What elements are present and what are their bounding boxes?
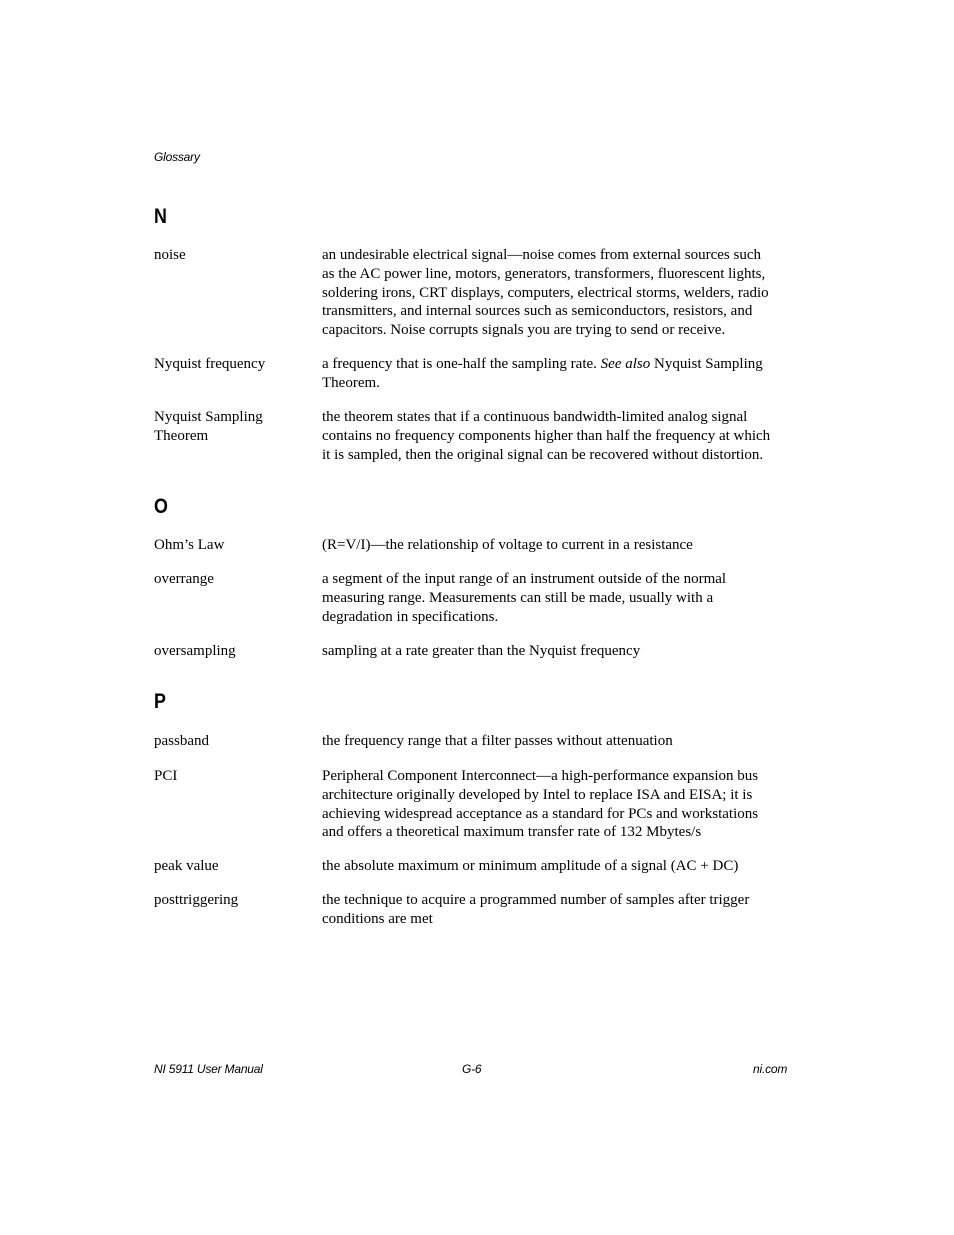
footer-manual-title: NI 5911 User Manual	[154, 1062, 263, 1076]
section-letter-o: O	[154, 495, 168, 518]
see-also-reference: See also	[600, 356, 651, 372]
glossary-definition-pci	[322, 767, 792, 842]
glossary-definition-nyquist-frequency	[322, 355, 792, 393]
definition-line: the technique to acquire a programmed number of samples after trigger	[322, 892, 750, 908]
definition-line: (R=V/I)—the relationship of voltage to current in a resistance	[322, 537, 693, 553]
glossary-term-nyquist-sampling-theorem	[154, 408, 314, 446]
definition-line: conditions are met	[322, 910, 433, 927]
definition-line: Peripheral Component Interconnect—a high-performance expansion bus	[322, 768, 759, 784]
definition-text: a frequency that is one-half the sampling rate.	[322, 356, 601, 372]
glossary-term-nyquist-frequency: Nyquist frequency	[154, 356, 266, 372]
definition-line: it is sampled, then the original signal can be recovered without distortion.	[322, 446, 764, 463]
glossary-definition-oversampling	[322, 642, 792, 661]
glossary-definition-overrange	[322, 570, 792, 626]
glossary-definition-passband	[322, 732, 792, 751]
definition-line: capacitors. Noise corrupts signals you are trying to send or receive.	[322, 322, 726, 339]
section-letter-p: P	[154, 690, 166, 713]
definition-line: Theorem.	[322, 374, 380, 391]
glossary-definition-ohms-law	[322, 536, 792, 555]
glossary-term-oversampling: oversampling	[154, 643, 236, 659]
definition-line: achieving widespread acceptance as a standard for PCs and workstations	[322, 805, 759, 822]
glossary-definition-peak-value	[322, 857, 792, 876]
definition-line: a segment of the input range of an instrument outside of the normal	[322, 571, 727, 587]
footer-page-number: G-6	[462, 1062, 482, 1076]
glossary-definition-noise	[322, 246, 792, 340]
definition-line: sampling at a rate greater than the Nyquist frequency	[322, 643, 641, 659]
section-letter-n: N	[154, 205, 167, 228]
glossary-term-overrange: overrange	[154, 571, 214, 587]
definition-line: as the AC power line, motors, generators, transformers, fluorescent lights,	[322, 265, 766, 282]
term-line: Theorem	[154, 427, 209, 444]
definition-line: an undesirable electrical signal—noise comes from external sources such	[322, 247, 762, 263]
footer-website: ni.com	[753, 1062, 788, 1076]
glossary-term-ohms-law: Ohm’s Law	[154, 537, 225, 553]
definition-line: measuring range. Measurements can still be made, usually with a	[322, 589, 714, 606]
definition-line	[322, 355, 792, 374]
definition-line: transmitters, and internal sources such as semiconductors, resistors, and	[322, 303, 753, 320]
definition-line: soldering irons, CRT displays, computers, electrical storms, welders, radio	[322, 284, 769, 301]
term-line: Nyquist Sampling	[154, 409, 263, 425]
definition-line: architecture originally developed by Intel to replace ISA and EISA; it is	[322, 786, 753, 803]
glossary-term-posttriggering: posttriggering	[154, 892, 239, 908]
definition-line: the theorem states that if a continuous bandwidth-limited analog signal	[322, 409, 748, 425]
glossary-term-peak-value: peak value	[154, 858, 219, 874]
glossary-definition-nyquist-sampling-theorem	[322, 408, 792, 464]
definition-line: degradation in specifications.	[322, 608, 499, 625]
definition-text: Nyquist Sampling	[650, 356, 763, 372]
definition-line: the absolute maximum or minimum amplitude of a signal (AC + DC)	[322, 858, 739, 874]
definition-line: and offers a theoretical maximum transfer rate of 132 Mbytes/s	[322, 824, 702, 841]
glossary-term-pci: PCI	[154, 768, 178, 784]
glossary-term-passband: passband	[154, 733, 209, 749]
glossary-definition-posttriggering	[322, 891, 792, 929]
definition-line: contains no frequency components higher than half the frequency at which	[322, 427, 771, 444]
running-head: Glossary	[154, 150, 200, 164]
definition-line: the frequency range that a filter passes without attenuation	[322, 733, 673, 749]
glossary-term-noise: noise	[154, 247, 186, 263]
